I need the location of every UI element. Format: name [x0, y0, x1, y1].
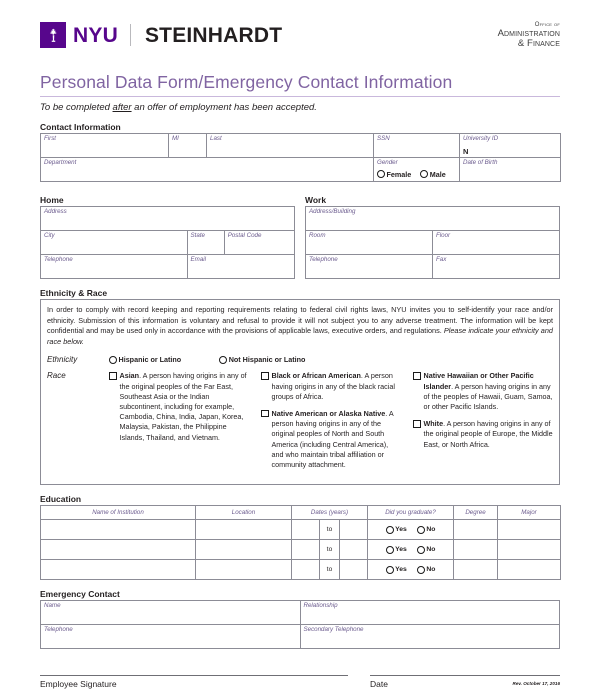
home-telephone-label: Telephone [44, 255, 73, 263]
race-black-name: Black or African American [271, 371, 361, 381]
education-graduate-cell [368, 520, 454, 540]
graduate-option-yes[interactable] [386, 546, 407, 554]
home-postal-code-label: Postal Code [227, 231, 262, 239]
table-row [41, 133, 561, 157]
first-name-field[interactable] [41, 133, 169, 157]
home-state-field[interactable] [187, 230, 224, 254]
graduate-option-yes[interactable] [386, 566, 407, 574]
education-date-from-cell[interactable] [292, 560, 320, 580]
home-state-label: State [190, 231, 205, 239]
education-date-until-cell[interactable] [340, 560, 368, 580]
race-column-1 [109, 371, 249, 477]
education-date-until-cell[interactable] [340, 520, 368, 540]
education-institution-cell[interactable] [41, 540, 196, 560]
home-heading: Home [40, 194, 64, 205]
middle-initial-field[interactable] [169, 133, 207, 157]
table-row [41, 560, 561, 580]
home-address-label: Address [44, 207, 67, 215]
home-postal-code-field[interactable] [224, 230, 294, 254]
education-graduate-cell [368, 540, 454, 560]
disclosure-text: In order to comply with record keeping and reporting requirements relating to federal civil rights laws, NYU invites you to self-identify your race and/or ethnicity. Submission of this information is voluntary and refusal to provide it will not subject you to any adverse treatment. The information will be kept confidential and may be used only in accordance with the provisions of applicable laws, executive orders, and regulations. [47, 304, 553, 336]
radio-icon[interactable] [219, 356, 227, 364]
emergency-name-label: Name [44, 602, 61, 610]
emergency-telephone-label: Telephone [44, 626, 73, 634]
gender-options [377, 170, 456, 179]
education-graduate-cell [368, 560, 454, 580]
education-date-from-cell[interactable] [292, 520, 320, 540]
ethnicity-label: Ethnicity [47, 355, 78, 365]
graduate-options [370, 562, 451, 577]
table-row [306, 254, 560, 278]
last-name-label: Last [210, 134, 222, 142]
table-row [41, 206, 295, 230]
column-header-location: Location [196, 506, 292, 520]
table-row [41, 520, 561, 540]
radio-icon[interactable] [109, 356, 117, 364]
contact-information-heading: Contact Information [40, 121, 121, 132]
race-row [47, 371, 553, 477]
home-address-field[interactable] [41, 206, 295, 230]
subtitle-underlined-word: after [112, 101, 132, 113]
nyu-steinhardt-logo [40, 22, 282, 48]
graduate-option-no[interactable] [417, 526, 436, 534]
race-option-native-american-alaska-native[interactable] [261, 409, 401, 470]
race-column-3 [413, 371, 553, 477]
home-table [40, 206, 295, 279]
table-row [41, 157, 561, 181]
date-of-birth-field[interactable] [460, 157, 561, 181]
emergency-relationship-label: Relationship [303, 602, 338, 610]
race-hawaiian-name: Native Hawaiian or Other Pacific Islander [423, 371, 534, 391]
race-column-2 [261, 371, 401, 477]
logo-divider [130, 24, 131, 46]
graduate-yes-label: Yes [395, 546, 407, 554]
race-asian-text [120, 371, 250, 443]
education-date-to-label-cell [320, 540, 340, 560]
column-header-graduate: Did you graduate? [368, 506, 454, 520]
office-line-3: & Finance [517, 38, 560, 50]
column-header-dates: Dates (years) [292, 506, 368, 520]
table-row [306, 206, 560, 230]
emergency-telephone-field[interactable] [41, 625, 301, 649]
employee-signature-line[interactable] [40, 675, 348, 676]
home-city-field[interactable] [41, 230, 188, 254]
nyu-wordmark: NYU [73, 23, 118, 47]
ethnicity-race-heading: Ethnicity & Race [40, 287, 108, 298]
department-field[interactable] [41, 157, 374, 181]
disclosure-italic-text: Please indicate your ethnicity and race below. [47, 326, 553, 346]
race-native-american-name: Native American or Alaska Native [271, 408, 386, 418]
race-columns [109, 371, 553, 477]
ethnicity-not-hispanic-label: Not Hispanic or Latino [228, 355, 306, 365]
graduate-yes-label: Yes [395, 526, 407, 534]
table-header-row [41, 506, 561, 520]
graduate-option-no[interactable] [417, 566, 436, 574]
work-fax-label: Fax [436, 255, 447, 263]
signature-section [40, 675, 560, 689]
date-of-birth-label: Date of Birth [463, 158, 498, 166]
date-to-label: to [326, 546, 333, 554]
home-email-field[interactable] [187, 254, 294, 278]
education-table [40, 505, 561, 580]
ssn-field[interactable] [374, 133, 460, 157]
education-major-cell[interactable] [498, 520, 561, 540]
checkbox-icon[interactable] [109, 372, 117, 380]
subtitle-before: To be completed [40, 101, 113, 113]
emergency-contact-heading: Emergency Contact [40, 589, 120, 600]
race-option-white[interactable] [413, 419, 553, 450]
race-native-american-desc: . A person having origins in any of the original peoples of North and South America (including Central America), and who maintain tribal affiliation or community attachment. [271, 408, 394, 470]
work-floor-field[interactable] [433, 230, 560, 254]
form-subtitle [40, 102, 560, 113]
race-option-black-african-american[interactable] [261, 371, 401, 402]
gender-field[interactable] [374, 157, 460, 181]
graduate-option-no[interactable] [417, 546, 436, 554]
work-address-label: Address/Building [309, 207, 356, 215]
education-date-until-cell[interactable] [340, 540, 368, 560]
education-table-body [41, 520, 561, 580]
work-floor-label: Floor [436, 231, 451, 239]
education-institution-cell[interactable] [41, 560, 196, 580]
ssn-label: SSN [377, 134, 390, 142]
table-row [41, 540, 561, 560]
work-telephone-field[interactable] [306, 254, 433, 278]
ethnicity-option-hispanic[interactable] [109, 355, 181, 364]
gender-male-label: Male [429, 169, 446, 179]
graduate-option-yes[interactable] [386, 526, 407, 534]
education-date-to-label-cell [320, 560, 340, 580]
table-row [41, 230, 295, 254]
radio-icon[interactable] [386, 526, 394, 534]
race-option-asian[interactable] [109, 371, 249, 443]
column-header-major: Major [498, 506, 561, 520]
radio-icon[interactable] [386, 566, 394, 574]
page-header [40, 0, 560, 50]
office-line-2: Administration [497, 27, 560, 39]
emergency-name-field[interactable] [41, 601, 301, 625]
first-name-label: First [44, 134, 57, 142]
work-table [305, 206, 560, 279]
education-date-from-cell[interactable] [292, 540, 320, 560]
table-row [41, 601, 560, 625]
work-block [305, 186, 560, 279]
race-hawaiian-text [424, 371, 554, 412]
table-row [306, 230, 560, 254]
education-degree-cell[interactable] [454, 520, 498, 540]
graduate-no-label: No [426, 526, 436, 534]
nyu-torch-icon [40, 22, 66, 48]
ethnicity-option-not-hispanic[interactable] [219, 355, 305, 364]
home-work-section [40, 186, 560, 279]
column-header-institution: Name of Institution [41, 506, 196, 520]
education-major-cell[interactable] [498, 540, 561, 560]
radio-icon[interactable] [420, 170, 428, 178]
race-hawaiian-desc: . A person having origins in any of the peoples of Hawaii, Guam, Samoa, or other Pacific Islands. [423, 381, 553, 411]
ethnicity-row [47, 355, 553, 364]
office-line-1: Office of [534, 22, 560, 28]
contact-information-table [40, 133, 561, 182]
employee-signature-label: Employee Signature [40, 679, 117, 690]
gender-label: Gender [377, 158, 398, 166]
table-row [41, 625, 560, 649]
radio-icon[interactable] [386, 546, 394, 554]
middle-initial-label: MI [172, 134, 179, 142]
race-black-text [272, 371, 402, 402]
ethnicity-hispanic-label: Hispanic or Latino [118, 355, 182, 365]
graduate-yes-label: Yes [395, 566, 407, 574]
race-asian-desc: . A person having origins in any of the original peoples of the Far East, Southeast Asia or the Indian subcontinent, including for example, Cambodia, China, India, Japan, Korea, Malaysia, Pakistan, the Philippine Islands, Thailand, and Vietnam. [119, 371, 247, 442]
gender-option-female[interactable] [377, 170, 411, 179]
ethnicity-options [109, 355, 305, 364]
emergency-contact-table [40, 600, 560, 649]
race-asian-name: Asian [119, 371, 140, 381]
race-option-native-hawaiian-pacific-islander[interactable] [413, 371, 553, 412]
emergency-secondary-telephone-field[interactable] [300, 625, 560, 649]
ethnicity-race-box [40, 299, 560, 485]
radio-icon[interactable] [417, 526, 425, 534]
gender-option-male[interactable] [420, 170, 445, 179]
office-of-administration-finance [498, 22, 560, 50]
checkbox-icon[interactable] [413, 420, 421, 428]
table-row [41, 254, 295, 278]
last-name-field[interactable] [207, 133, 374, 157]
race-black-desc: . A person having origins in any of the black racial groups of Africa. [271, 371, 395, 401]
education-degree-cell[interactable] [454, 540, 498, 560]
race-white-name: White [423, 419, 444, 429]
radio-icon[interactable] [377, 170, 385, 178]
signature-date-line[interactable] [370, 675, 560, 676]
education-degree-cell[interactable] [454, 560, 498, 580]
university-id-label: University ID [463, 134, 499, 142]
graduate-no-label: No [426, 566, 436, 574]
race-white-desc: . A person having origins in any of the original people of Europe, the Middle East, or North Africa. [423, 419, 553, 449]
checkbox-icon[interactable] [413, 372, 421, 380]
university-id-field[interactable] [460, 133, 561, 157]
emergency-secondary-telephone-label: Secondary Telephone [303, 626, 364, 634]
revision-date: Rev. October 17, 2016 [512, 681, 560, 686]
home-telephone-field[interactable] [41, 254, 188, 278]
page-title: Personal Data Form/Emergency Contact Information [40, 71, 453, 92]
education-heading: Education [40, 494, 82, 505]
title-underline [40, 96, 560, 97]
column-header-degree: Degree [454, 506, 498, 520]
race-native-american-text [272, 409, 402, 470]
work-room-field[interactable] [306, 230, 433, 254]
subtitle-after: an offer of employment has been accepted. [131, 101, 317, 113]
date-to-label: to [326, 566, 333, 574]
work-telephone-label: Telephone [309, 255, 338, 263]
race-label: Race [47, 371, 66, 381]
checkbox-icon[interactable] [261, 372, 269, 380]
work-heading: Work [305, 194, 327, 205]
ethnicity-disclosure-paragraph [47, 305, 553, 347]
radio-icon[interactable] [417, 546, 425, 554]
education-institution-cell[interactable] [41, 520, 196, 540]
home-block [40, 186, 295, 279]
education-major-cell[interactable] [498, 560, 561, 580]
checkbox-icon[interactable] [261, 410, 269, 418]
work-fax-field[interactable] [433, 254, 560, 278]
date-to-label: to [326, 526, 333, 534]
race-white-text [424, 419, 554, 450]
radio-icon[interactable] [417, 566, 425, 574]
graduate-options [370, 522, 451, 537]
gender-female-label: Female [386, 169, 412, 179]
home-city-label: City [44, 231, 55, 239]
employee-signature-block [40, 675, 348, 689]
signature-date-label: Date [370, 679, 388, 690]
university-id-value: N [463, 146, 469, 156]
education-location-cell[interactable] [196, 540, 292, 560]
work-room-label: Room [309, 231, 326, 239]
education-location-cell[interactable] [196, 520, 292, 540]
graduate-no-label: No [426, 546, 436, 554]
work-address-field[interactable] [306, 206, 560, 230]
emergency-relationship-field[interactable] [300, 601, 560, 625]
home-email-label: Email [190, 255, 207, 263]
education-date-to-label-cell [320, 520, 340, 540]
steinhardt-wordmark: STEINHARDT [144, 23, 283, 47]
graduate-options [370, 542, 451, 557]
department-label: Department [44, 158, 77, 166]
education-location-cell[interactable] [196, 560, 292, 580]
